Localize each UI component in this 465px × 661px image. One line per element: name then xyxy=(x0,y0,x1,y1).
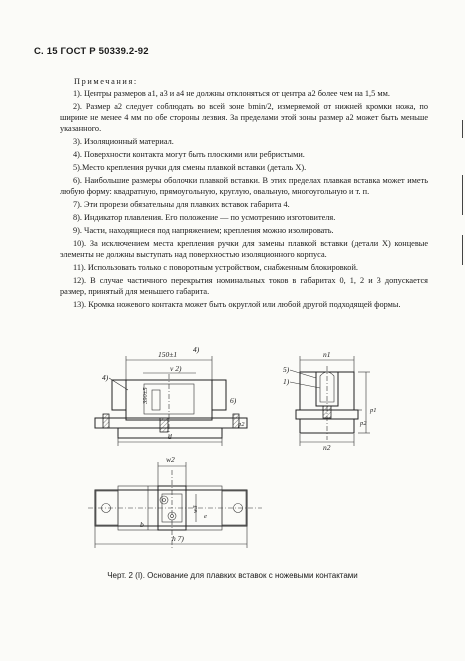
note-7: 7). Эти прорези обязательны для плавких вставок габарита 4. xyxy=(73,200,290,210)
margin-mark xyxy=(462,175,463,215)
margin-mark xyxy=(462,235,463,265)
dim-n1: n1 xyxy=(323,350,331,359)
ref-5: 5) xyxy=(283,365,290,374)
note-6: 6). Наибольшие размеры оболочки плавкой вставки. В этих пределах плавкая вставка может иметь любую форму: квадратную, прямоугольную, круглую, овальную, многоугольную и т. п. xyxy=(60,176,428,197)
front-view xyxy=(95,345,247,446)
dim-w2: w2 xyxy=(166,455,175,464)
margin-mark xyxy=(462,120,463,138)
figure-caption: Черт. 2 (I). Основание для плавких вставок с ножевыми контактами xyxy=(107,571,358,580)
dim-p2: p2 xyxy=(360,420,367,427)
dim-n2: n2 xyxy=(323,443,331,452)
ref-1: 1) xyxy=(283,377,290,386)
dim-p1: p1 xyxy=(370,407,377,414)
dim-p2-left: p2 xyxy=(238,421,245,428)
notes-title: Примечания: xyxy=(74,77,138,86)
dim-e: e xyxy=(204,513,207,520)
note-10: 10). За исключением места крепления ручки для замены плавкой вставки (детали X) концевые элементы не должны выступать над поверхностью изоляционного корпуса. xyxy=(60,238,428,260)
dim-d: d xyxy=(168,432,172,441)
note-9: 9). Части, находящиеся под напряжением; крепления можно изолировать. xyxy=(73,226,334,236)
note-8: 8). Индикатор плавления. Его положение — по усмотрению изготовителя. xyxy=(73,213,336,223)
note-1: 1). Центры размеров a1, a3 и a4 не должны отклоняться от центра a2 более чем на 1,5 мм. xyxy=(73,89,390,98)
ref-4-top: 4) xyxy=(193,345,200,354)
note-2: 2). Размер a2 следует соблюдать во всей зоне bmin/2, измеряемой от нижней кромки ножа, по ширине не менее 4 мм по обе стороны лезвия. За пределами этой зоны размер a2 может быть меньше указанного. xyxy=(60,101,428,134)
dim-side: 390±5 xyxy=(142,387,149,404)
page-header: С. 15 ГОСТ Р 50339.2-92 xyxy=(34,46,149,57)
note-5: 5).Место крепления ручки для смены плавкой вставки (деталь X). xyxy=(73,163,307,173)
note-3: 3). Изоляционный материал. xyxy=(73,137,174,147)
note-12: 12). В случае частичного перекрытия номинальных токов в габаритах 0, 1, 2 и 3 допускается размер, принятый для меньшего габарита. xyxy=(60,275,428,297)
dim-v2: v 2) xyxy=(170,364,182,373)
note-11: 11). Использовать только с поворотным устройством, снабженным блокировкой. xyxy=(73,263,358,273)
dim-b: b xyxy=(140,520,144,529)
dim-150: 150±1 xyxy=(158,350,178,359)
dim-h7: h 7) xyxy=(172,534,184,543)
ref-4-left: 4) xyxy=(102,373,109,382)
note-4: 4). Поверхности контакта могут быть плоскими или ребристыми. xyxy=(73,150,305,160)
dim-w3: w3 xyxy=(192,505,199,513)
side-view xyxy=(283,350,377,452)
plan-view xyxy=(88,455,262,548)
ref-6: 6) xyxy=(230,396,237,405)
note-13: 13). Кромка ножевого контакта может быть округлой или любой другой подходящей формы. xyxy=(73,300,401,310)
